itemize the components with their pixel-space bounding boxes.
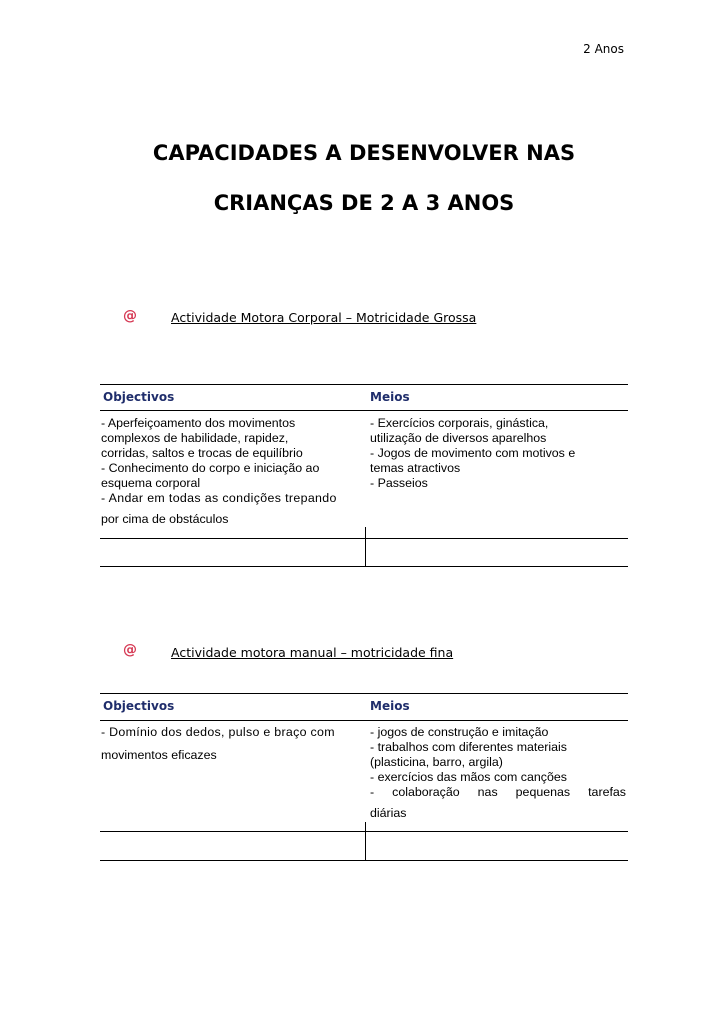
column-divider <box>365 822 366 860</box>
table-top-rule <box>100 384 628 385</box>
list-item: - Conhecimento do corpo e iniciação ao <box>101 461 320 475</box>
list-item: - exercícios das mãos com canções <box>370 770 567 784</box>
list-item: por cima de obstáculos <box>101 512 229 526</box>
cell-meios <box>370 725 626 821</box>
cell-objectivos <box>101 416 363 527</box>
page-title-line-1: CAPACIDADES A DESENVOLVER NAS <box>152 141 576 165</box>
list-item: - Passeios <box>370 476 428 490</box>
list-item: - Andar em todas as condições trepando <box>101 491 337 505</box>
column-header-objectivos: Objectivos <box>103 699 175 713</box>
spiral-bullet-icon: @ <box>123 642 137 658</box>
list-item: - trabalhos com diferentes materiais <box>370 740 567 754</box>
list-item: movimentos eficazes <box>101 748 217 762</box>
list-item: esquema corporal <box>101 476 201 490</box>
cell-objectivos <box>101 725 363 763</box>
page-title-line-2: CRIANÇAS DE 2 A 3 ANOS <box>213 191 515 215</box>
column-divider <box>365 527 366 567</box>
list-item: corridas, saltos e trocas de equilíbrio <box>101 446 303 460</box>
section-heading-motricidade-fina: Actividade motora manual – motricidade fina <box>171 645 454 660</box>
column-header-meios: Meios <box>370 390 410 404</box>
column-header-meios: Meios <box>370 699 410 713</box>
spiral-bullet-icon: @ <box>123 308 137 324</box>
list-item: - Aperfeiçoamento dos movimentos <box>101 416 296 430</box>
table-header-rule <box>100 410 628 411</box>
page-header-label: 2 Anos <box>583 42 624 56</box>
list-item: - colaboração nas pequenas tarefas <box>370 785 626 799</box>
list-item: diárias <box>370 806 407 820</box>
list-item: - Exercícios corporais, ginástica, <box>370 416 549 430</box>
list-item: - Jogos de movimento com motivos e <box>370 446 576 460</box>
table-header-rule <box>100 720 628 721</box>
list-item: complexos de habilidade, rapidez, <box>101 431 289 445</box>
table-row-rule <box>100 831 628 832</box>
list-item: temas atractivos <box>370 461 461 475</box>
section-heading-motricidade-grossa: Actividade Motora Corporal – Motricidade Grossa <box>171 310 477 325</box>
column-header-objectivos: Objectivos <box>103 390 175 404</box>
list-item: utilização de diversos aparelhos <box>370 431 547 445</box>
list-item: - jogos de construção e imitação <box>370 725 549 739</box>
list-item: - Domínio dos dedos, pulso e braço com <box>101 725 335 739</box>
cell-meios <box>370 416 626 491</box>
list-item: (plasticina, barro, argila) <box>370 755 503 769</box>
table-row-rule <box>100 538 628 539</box>
table-bottom-rule <box>100 566 628 567</box>
table-bottom-rule <box>100 860 628 861</box>
table-top-rule <box>100 693 628 694</box>
